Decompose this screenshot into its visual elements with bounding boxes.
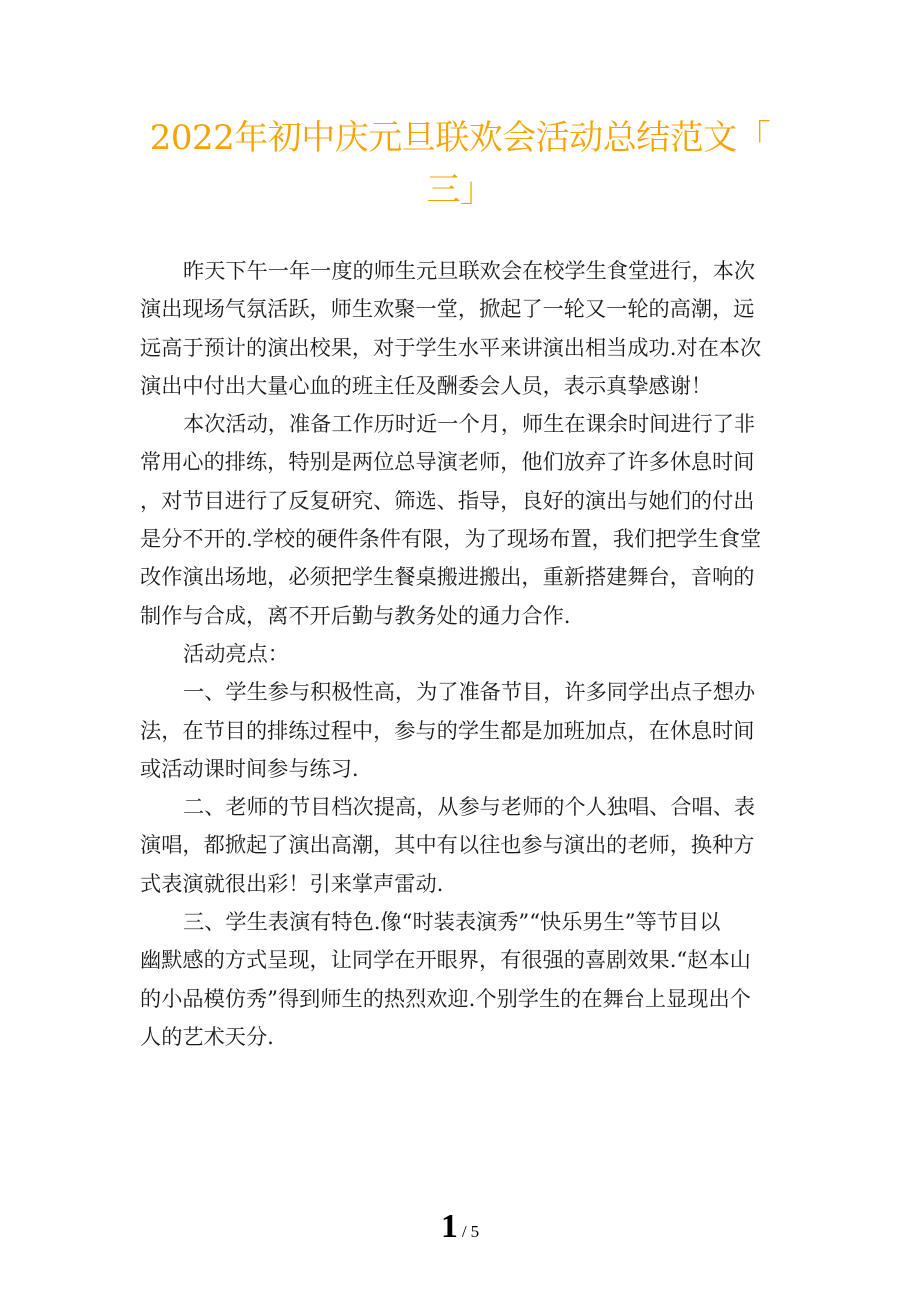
- text-line: 昨天下午一年一度的师生元旦联欢会在校学生食堂进行，本次: [183, 258, 756, 283]
- text-line: 二、老师的节目档次提高，从参与老师的个人独唱、合唱、表: [183, 794, 756, 820]
- title-line-1: 2022年初中庆元旦联欢会活动总结范文「: [149, 118, 771, 158]
- text-line: 本次活动，准备工作历时近一个月，师生在课余时间进行了非: [183, 411, 756, 437]
- page-separator: /: [461, 1222, 467, 1241]
- section-heading-highlights: [140, 635, 783, 673]
- text-line: ，对节目进行了反复研究、筛选、指导，良好的演出与她们的付出: [140, 487, 755, 513]
- text-line: 制作与合成，离不开后勤与教务处的通力合作.: [140, 602, 571, 628]
- total-page-count: 5: [470, 1222, 480, 1241]
- text-line: 法，在节目的排练过程中，参与的学生都是加班加点，在休息时间: [140, 717, 755, 743]
- text-line: 是分不开的.学校的硬件条件有限，为了现场布置，我们把学生食堂: [140, 526, 762, 552]
- text-line: 常用心的排练，特别是两位总导演老师，他们放弃了许多休息时间: [140, 449, 755, 475]
- text-line: 式表演就很出彩！引来掌声雷动.: [140, 870, 444, 896]
- page-number: [0, 1208, 920, 1246]
- text-line: 演出中付出大量心血的班主任及酬委会人员，表示真挚感谢！: [140, 372, 713, 398]
- text-line: 一、学生参与积极性高，为了准备节目，许多同学出点子想办: [183, 679, 756, 705]
- text-line: 改作演出场地，必须把学生餐桌搬进搬出，重新搭建舞台，音响的: [140, 564, 755, 590]
- text-line: 活动亮点：: [183, 640, 289, 666]
- text-line: 演唱，都掀起了演出高潮，其中有以往也参与演出的老师，换种方: [140, 832, 755, 858]
- paragraph-highlight-3: [140, 903, 783, 1056]
- paragraph-highlight-1: [140, 673, 783, 788]
- paragraph-preparation: [140, 405, 783, 635]
- text-line: 远高于预计的演出校果，对于学生水平来讲演出相当成功.对在本次: [140, 334, 762, 360]
- paragraph-highlight-2: [140, 788, 783, 903]
- document-title: [140, 112, 780, 216]
- text-line: 的小品模仿秀”得到师生的热烈欢迎.个别学生的在舞台上显现出个: [140, 985, 751, 1011]
- text-line: 人的艺术天分.: [140, 1023, 274, 1049]
- title-line-2: 三」: [426, 170, 494, 210]
- text-line: 三、学生表演有特色.像“时装表演秀”“快乐男生”等节目以: [183, 909, 721, 935]
- document-body: [140, 252, 783, 1056]
- text-line: 幽默感的方式呈现，让同学在开眼界，有很强的喜剧效果.“赵本山: [140, 947, 751, 973]
- text-line: 或活动课时间参与练习.: [140, 755, 359, 781]
- paragraph-intro: [140, 252, 783, 405]
- text-line: 演出现场气氛活跃，师生欢聚一堂，掀起了一轮又一轮的高潮，远: [140, 296, 755, 322]
- current-page-number: 1: [440, 1208, 458, 1245]
